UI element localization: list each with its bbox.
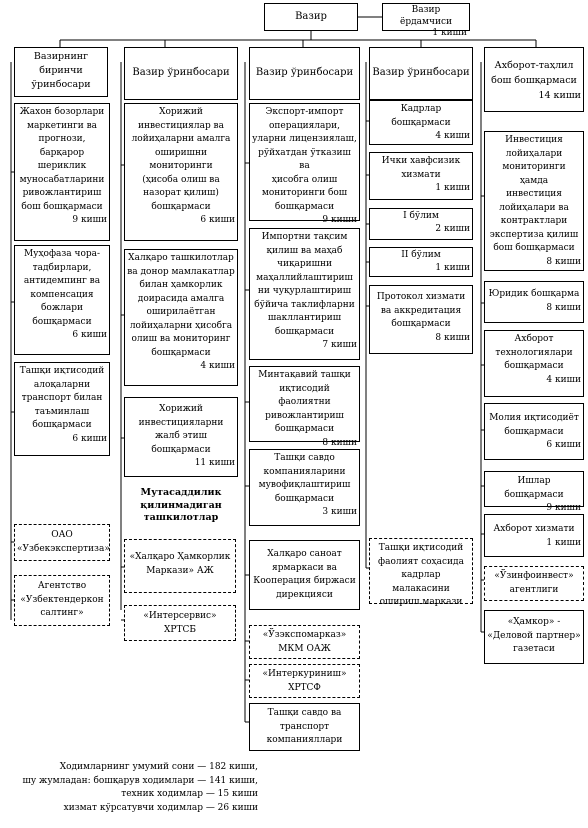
- col3-org-2: [249, 703, 360, 751]
- deputy-title-4: Вазир ўринбосари: [372, 67, 470, 78]
- unit-name: Ташқи иқтисодий алоқаларни транспорт билан таъминлаш бошқармаси: [19, 366, 105, 430]
- col1-affiliate-1: [14, 524, 110, 561]
- unit-name: Кадрлар бошқармаси: [391, 104, 451, 128]
- assistant-count: 1 киши: [432, 28, 467, 38]
- unit-count: 9 киши: [546, 503, 581, 513]
- unit-name: Халқаро ташкилотлар ва донор мамлакатлар билан ҳамкорлик доирасида амалга оширилаётган лойиҳаларни ҳисобга олиш ва мониторинг бошқармаси: [127, 253, 235, 358]
- affiliate-name: «Интерсервис» ХРТСБ: [143, 611, 217, 635]
- deputy-box-4: [369, 47, 473, 100]
- org-name: «Ҳамкор» - «Деловой партнер» газетаси: [487, 617, 581, 654]
- col2-affiliate-1: [124, 539, 236, 593]
- unit-count: 6 киши: [546, 440, 581, 450]
- unit-name: Инвестиция лойиҳалари мониторинги ҳамда инвестиция лойиҳалари ва контрактлари экспертиза қилиш бош бошқармаси: [489, 135, 579, 253]
- col3-unit-4: [249, 449, 360, 526]
- col5-unit-3: [484, 330, 584, 397]
- staff-summary: [0, 761, 258, 815]
- col2-unit-3: [124, 397, 238, 477]
- affiliated-organizations-label: Мутасаддилик қилинмадиган ташкилотлар: [140, 487, 222, 523]
- col3-org-1: [249, 540, 360, 610]
- unit-name: Ташқи савдо компанияларини мувофиқлаштириш бошқармаси: [258, 453, 351, 504]
- unit-count: 6 киши: [200, 215, 235, 225]
- unit-count: 1 киши: [435, 262, 470, 273]
- unit-name: Ахборот технологиялари бошқармаси: [495, 334, 573, 371]
- unit-count: 1 киши: [546, 537, 581, 548]
- unit-count: 6 киши: [72, 433, 107, 444]
- staff-service: хизмат кўрсатувчи ходимлар — 26 киши: [63, 802, 258, 813]
- deputy-title-3: Вазир ўринбосари: [255, 67, 354, 78]
- assistant-title: Вазир ёрдамчиси: [400, 5, 452, 27]
- col5-affiliate-1: [484, 566, 584, 601]
- col4-unit-4: [369, 247, 473, 277]
- unit-count: 8 киши: [322, 437, 357, 448]
- unit-count: 1 киши: [435, 183, 470, 193]
- col4-unit-5: [369, 285, 473, 354]
- col5-unit-2: [484, 281, 584, 323]
- unit-name: Муҳофаза чора- тадбирлари, антидемпинг ва компенсация божлари бошқармаси: [23, 249, 101, 327]
- minister-title: Вазир: [295, 11, 327, 22]
- unit-name: Ички хавфсизик хизмати: [381, 156, 461, 180]
- unit-name: Хорижий инвестицияларни жалб этиш бошқармаси: [138, 404, 224, 455]
- unit-count: 7 киши: [322, 340, 357, 350]
- deputy-title-2: Вазир ўринбосари: [132, 67, 230, 78]
- unit-name: Экспорт-импорт операциялари, уларни лицензиялаш, рўйхатдан ўтказиш ва ҳисобга олиш мониторинги бош бошқармаси: [252, 107, 357, 212]
- col3-unit-3: [249, 366, 360, 448]
- col3-unit-1: [249, 103, 360, 225]
- staff-technical: техник ходимлар — 15 киши: [121, 789, 258, 799]
- unit-name: II бўлим: [401, 250, 441, 260]
- unit-name: Юридик бошқарма: [488, 289, 580, 299]
- org-name: Халқаро саноат ярмаркаси ва Кооперация биржаси дирекцияси: [253, 549, 356, 600]
- unit-name: I бўлим: [403, 211, 439, 221]
- col3-affiliate-1: [249, 625, 360, 659]
- col4-unit-1: [369, 100, 473, 145]
- unit-name: Хорижий инвестициялар ва лойиҳаларни амалга оширишни мониторинги (ҳисоба олиш ва назорат қилиш) бошқармаси: [131, 107, 231, 212]
- unit-count: 8 киши: [435, 332, 470, 343]
- minister-assistant-box: [382, 3, 470, 38]
- minister-box: [264, 3, 358, 31]
- col4-affiliate-1: [369, 538, 473, 607]
- col2-unit-2: [124, 249, 238, 386]
- col2-unit-1: [124, 103, 238, 241]
- affiliate-name: «Ўзинфоинвест» агентлиги: [494, 571, 574, 595]
- staff-management: шу жумладан: бошқарув ходимлари — 141 киши,: [22, 775, 258, 786]
- col5-unit-4: [484, 403, 584, 460]
- org-name: Ташқи савдо ва транспорт компанияллари: [266, 708, 343, 745]
- affiliate-name: Агентство «Узбектендеркон салтинг»: [20, 581, 104, 618]
- unit-count: 4 киши: [435, 131, 470, 141]
- unit-name: Жахон бозорлари маркетинги ва прогнози, барқарор шериклик муносабатларини ривожлантириш бош бошқармаси: [19, 107, 105, 212]
- first-deputy-box: [14, 47, 108, 97]
- col5-unit-5: [484, 471, 584, 513]
- first-deputy-title: Вазирнинг биринчи ўринбосари: [31, 51, 91, 90]
- deputy-box-3: [249, 47, 360, 100]
- affiliate-name: «Интеркуриниш» ХРТСФ: [262, 669, 347, 693]
- unit-count: 3 киши: [322, 507, 357, 517]
- unit-name: Ишлар бошқармаси: [504, 476, 564, 500]
- col4-unit-2: [369, 152, 473, 200]
- affiliate-name: ОАО «Узбекэкспертиза»: [17, 530, 110, 554]
- col1-affiliate-2: [14, 575, 110, 626]
- analytics-head-box: [484, 47, 584, 112]
- unit-count: 4 киши: [200, 361, 235, 371]
- affiliate-name: «Ўзэкспомарказ» МКМ ОАЖ: [262, 630, 347, 654]
- unit-count: 8 киши: [546, 302, 581, 313]
- unit-count: 8 киши: [546, 256, 581, 267]
- unit-count: 6 киши: [72, 330, 107, 340]
- unit-name: Минтақавий ташқи иқтисодий фаолиятни ривожлантириш бошқармаси: [258, 370, 351, 434]
- unit-name: Протокол хизмати ва аккредитация бошқармаси: [376, 292, 466, 329]
- unit-count: 4 киши: [546, 374, 581, 385]
- col3-affiliate-2: [249, 664, 360, 698]
- col1-unit-2: [14, 245, 110, 355]
- col5-org-1: [484, 610, 584, 664]
- staff-total: Ходимларнинг умумий сони — 182 киши,: [59, 762, 258, 772]
- col3-unit-2: [249, 228, 360, 360]
- col5-unit-1: [484, 131, 584, 271]
- affiliate-name: «Халқаро Ҳамкорлик Маркази» АЖ: [129, 552, 231, 576]
- unit-count: 9 киши: [322, 215, 357, 225]
- unit-name: Ахборот хизмати: [493, 524, 575, 534]
- unit-count: 2 киши: [435, 223, 470, 234]
- unit-name: Импортни тақсим қилиш ва маҳаб чиқаришни маҳаллийлаштириш ни чуқурлаштириш бўйича таклифларни шакллантириш бошқармаси: [254, 232, 355, 337]
- col4-unit-3: [369, 208, 473, 240]
- col1-unit-1: [14, 103, 110, 241]
- affiliate-name: Ташқи иқтисодий фаолият соҳасида кадрлар малакасини ошириш маркази: [378, 543, 464, 607]
- analytics-head-title: Ахборот-таҳлил бош бошқармаси: [491, 60, 577, 86]
- unit-count: 11 киши: [194, 458, 235, 468]
- deputy-box-2: [124, 47, 238, 100]
- unit-name: Молия иқтисодиёт бошқармаси: [489, 413, 579, 437]
- analytics-head-count: 14 киши: [538, 90, 581, 101]
- col1-unit-3: [14, 362, 110, 456]
- unit-count: 9 киши: [72, 215, 107, 225]
- col5-unit-6: [484, 514, 584, 557]
- col2-affiliate-2: [124, 605, 236, 641]
